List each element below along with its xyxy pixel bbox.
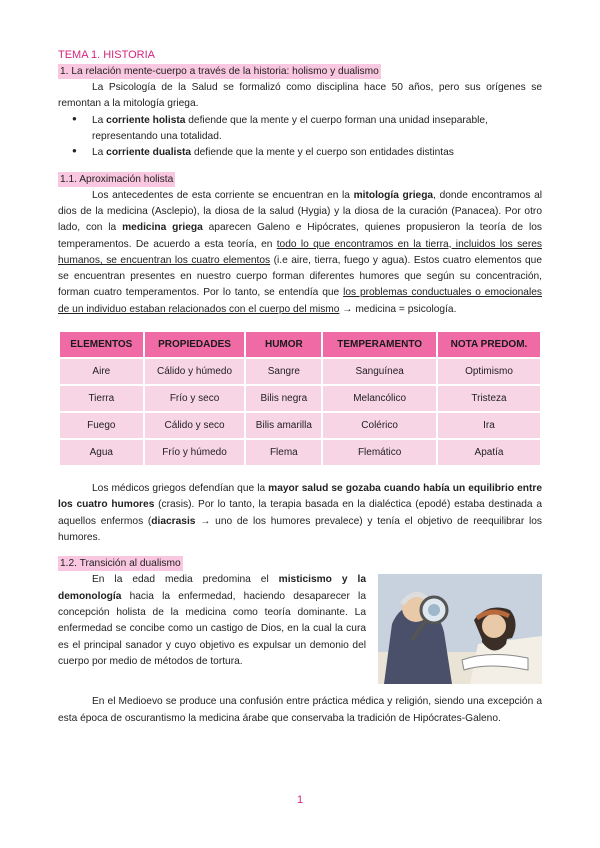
table-row xyxy=(59,385,541,412)
section-1-heading: 1. La relación mente-cuerpo a través de la historia: holismo y dualismo xyxy=(60,66,379,77)
table-cell: Bilis amarilla xyxy=(245,412,322,439)
table-header-cell: PROPIEDADES xyxy=(144,331,246,358)
table-cell: Sanguínea xyxy=(322,358,437,385)
section-1-1-heading: 1.1. Aproximación holista xyxy=(60,173,174,185)
table-cell: Flemático xyxy=(322,439,437,466)
table-header-cell: NOTA PREDOM. xyxy=(437,331,541,358)
section-1-2-heading: 1.2. Transición al dualismo xyxy=(60,558,181,570)
page-number: 1 xyxy=(296,794,304,806)
list-item: ● La corriente dualista defiende que la mente y el cuerpo son entidades distintas xyxy=(92,145,542,161)
table-cell: Fuego xyxy=(59,412,144,439)
table-cell: Apatía xyxy=(437,439,541,466)
section-1-list xyxy=(58,113,542,162)
table-cell: Sangre xyxy=(245,358,322,385)
table-cell: Flema xyxy=(245,439,322,466)
temperaments-table xyxy=(58,330,542,467)
table-cell: Ira xyxy=(437,412,541,439)
table-header-cell: HUMOR xyxy=(245,331,322,358)
section-1-intro: La Psicología de la Salud se formalizó como disciplina hace 50 años, pero sus orígenes se remontan a la mitología griega. xyxy=(58,82,542,110)
table-cell: Cálido y húmedo xyxy=(144,358,246,385)
table-cell: Bilis negra xyxy=(245,385,322,412)
medieval-doctor-illustration xyxy=(378,574,542,684)
table-row xyxy=(59,358,541,385)
section-1-1-paragraph: Los antecedentes de esta corriente se encuentran en la mitología griega, donde encontramos al dios de la medicina (Asclepio), la diosa de la salud (Hygia) y la diosa de la curación (Panacea). Por otro lado, con la medicina griega aparecen Galeno e Hipócrates, quienes propusieron la teoría de los temperamentos. De acuerdo a esta teoría, en todo lo que encontramos en la tierra, incluidos los seres humanos, se encuentran los cuatro elementos (i.e aire, tierra, fuego y agua). Estos cuatro elementos que se encuentran presentes en nuestro cuerpo forman diferentes humores que según su concentración, forman cuatro temperamentos. Por lo tanto, se entendía que los problemas conductuales o emocionales de un individuo estaban relacionados con el cuerpo del mismo → medicina = psicología. xyxy=(58,189,542,315)
document-title: TEMA 1. HISTORIA xyxy=(58,49,155,61)
table-cell: Cálido y seco xyxy=(144,412,246,439)
table-header-cell: TEMPERAMENTO xyxy=(322,331,437,358)
table-cell: Tierra xyxy=(59,385,144,412)
table-cell: Optimismo xyxy=(437,358,541,385)
list-item: ● La corriente holista defiende que la mente y el cuerpo forman una unidad inseparable, representando una totalidad. xyxy=(92,113,542,146)
table-cell: Melancólico xyxy=(322,385,437,412)
section-1-2-paragraph: En la edad media predomina el misticismo y la demonología hacia la enfermedad, haciendo desaparecer la concepción holista de la medicina como teoría dominante. La enfermedad se concibe como un castigo de Dios, en la cual la cura es el principal sanador y cuyo objetivo es expulsar un demonio del cuerpo por medio de métodos de tortura. xyxy=(58,574,366,667)
table-cell: Aire xyxy=(59,358,144,385)
table-cell: Frío y seco xyxy=(144,385,246,412)
crasis-paragraph: Los médicos griegos defendían que la mayor salud se gozaba cuando había un equilibrio entre los cuatro humores (crasis). Por lo tanto, la terapia basada en la dialéctica (epodé) estaba destinada a aquellos enfermos (diacrasis → uno de los humores prevalece) y tenía el objetivo de reequilibrar los humores. xyxy=(58,483,542,543)
document-page xyxy=(58,48,542,727)
table-row xyxy=(59,412,541,439)
table-cell: Colérico xyxy=(322,412,437,439)
table-header-row xyxy=(59,331,541,358)
table-header-cell: ELEMENTOS xyxy=(59,331,144,358)
table-cell: Agua xyxy=(59,439,144,466)
table-cell: Tristeza xyxy=(437,385,541,412)
table-row xyxy=(59,439,541,466)
medieval-paragraph: En el Medioevo se produce una confusión entre práctica médica y religión, siendo una excepción a esta época de oscurantismo la medicina árabe que conservaba la tradición de Hipócrates-Galeno. xyxy=(58,696,542,724)
table-cell: Frío y húmedo xyxy=(144,439,246,466)
